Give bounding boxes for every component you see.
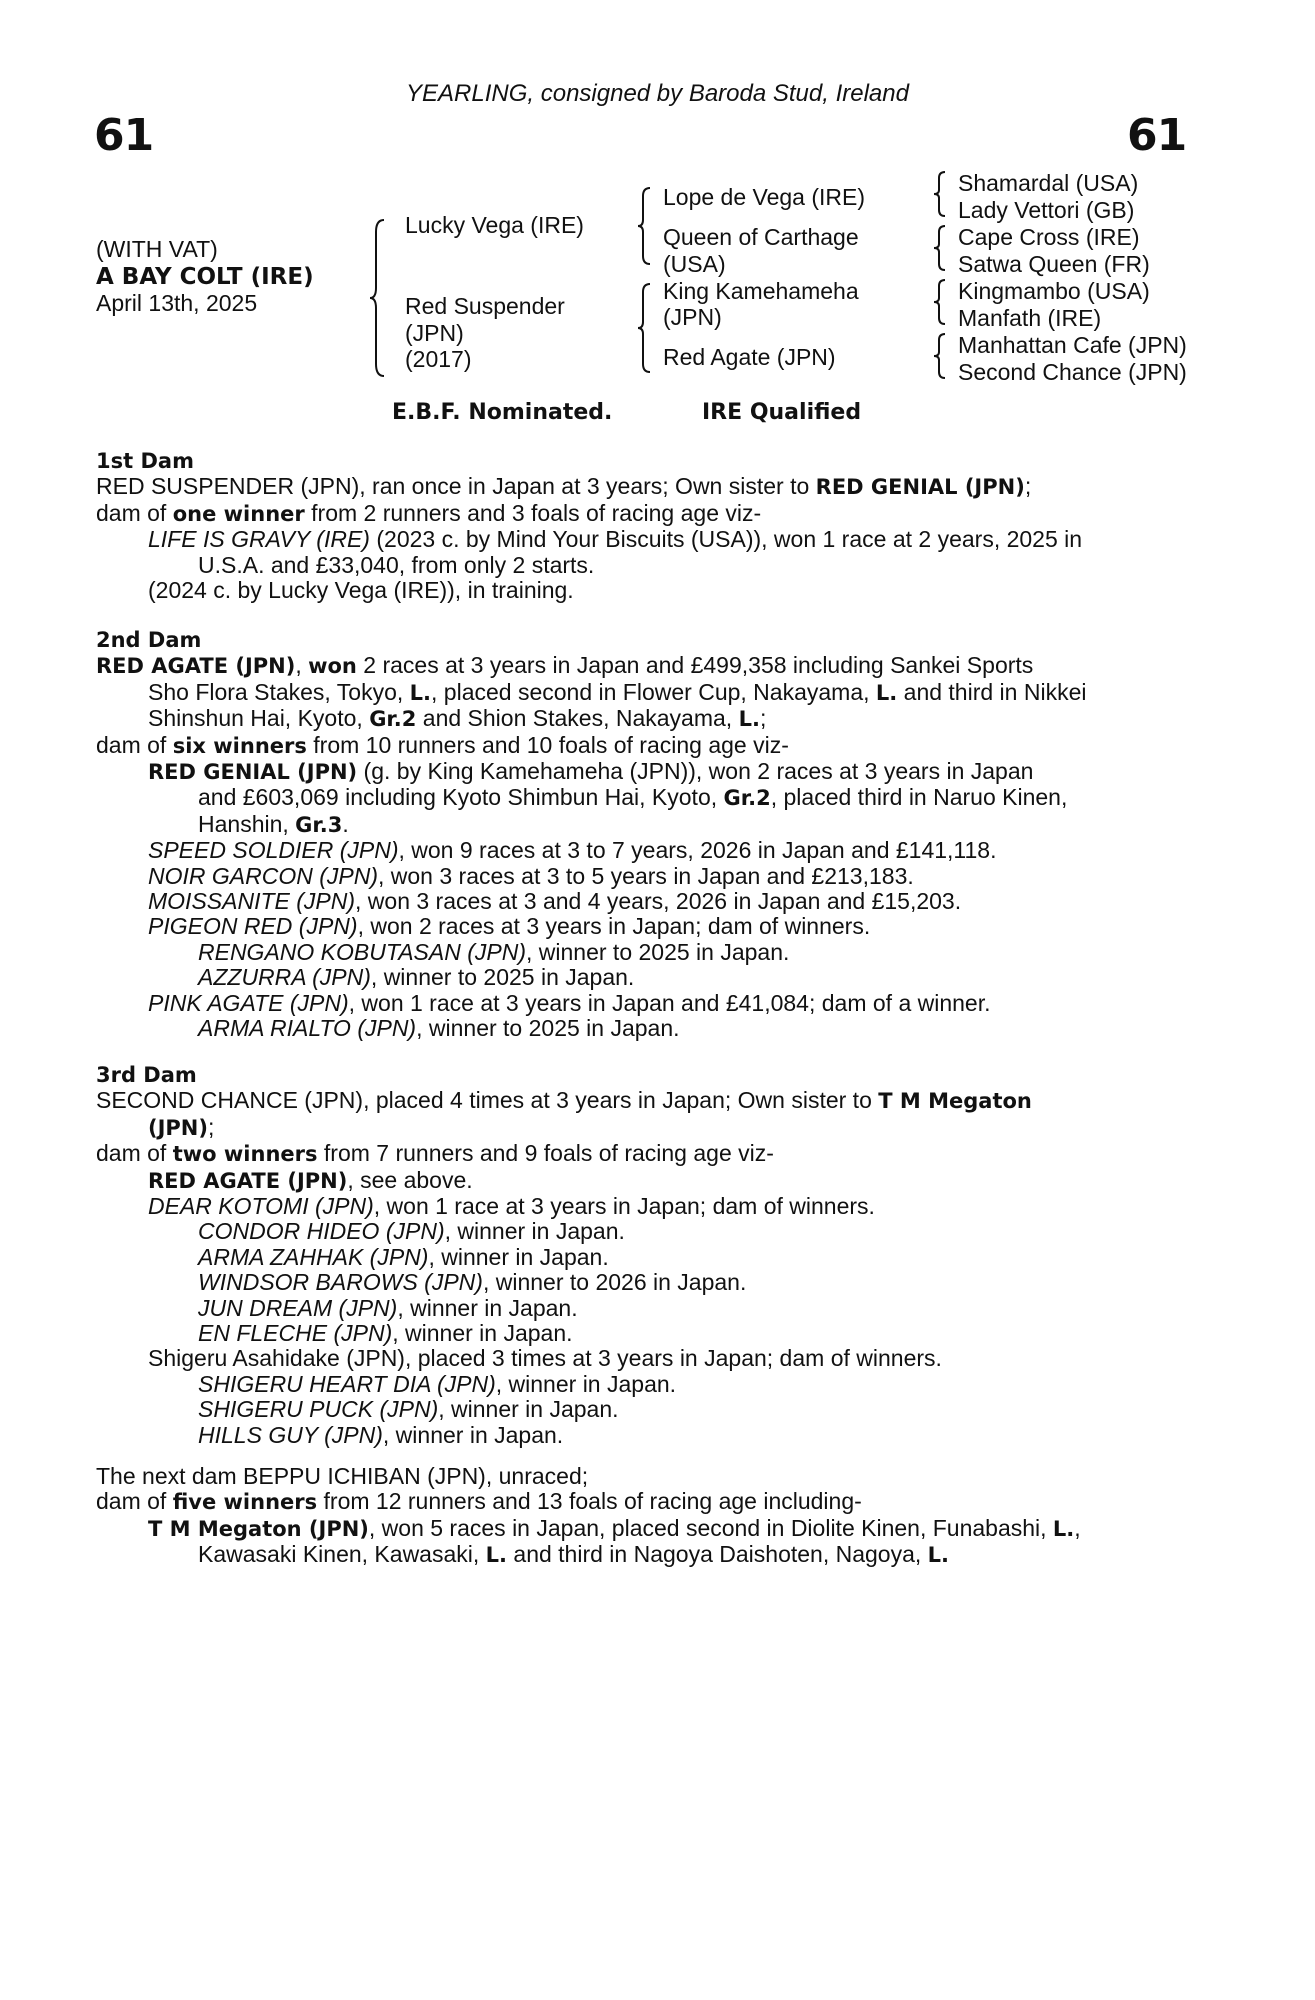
progeny-line: and £603,069 including Kyoto Shimbun Hai, Kyoto, Gr.2, placed third in Naruo Kinen,	[198, 784, 1068, 811]
lot-number-left: 61	[94, 110, 154, 161]
second-dam-line: dam of six winners from 10 runners and 10 foals of racing age viz-	[96, 731, 789, 758]
first-dam-line: dam of one winner from 2 runners and 3 foals of racing age viz-	[96, 499, 762, 526]
horse-name: A BAY COLT (IRE)	[96, 264, 314, 290]
second-dam-line: Shinshun Hai, Kyoto, Gr.2 and Shion Stakes, Nakayama, L.;	[148, 705, 767, 732]
progeny-line: U.S.A. and £33,040, from only 2 starts.	[198, 551, 595, 578]
pedigree-gen3-1: Shamardal (USA)	[958, 170, 1139, 196]
pedigree-sire-sire: Lope de Vega (IRE)	[663, 184, 866, 210]
ire-qualified: IRE Qualified	[702, 400, 862, 425]
second-dam-heading: 2nd Dam	[96, 628, 202, 652]
pedigree-brace-6	[932, 278, 948, 326]
pedigree-dam-sire-line1: King Kamehameha	[663, 278, 859, 304]
second-dam-line: Sho Flora Stakes, Tokyo, L., placed second in Flower Cup, Nakayama, L. and third in Nikkei	[148, 678, 1087, 705]
next-dam-line: dam of five winners from 12 runners and 13 foals of racing age including-	[96, 1488, 862, 1515]
pedigree-gen3-3: Cape Cross (IRE)	[958, 224, 1140, 250]
foaling-date: April 13th, 2025	[96, 290, 258, 316]
progeny-line: JUN DREAM (JPN), winner in Japan.	[198, 1294, 578, 1321]
vat-note: (WITH VAT)	[96, 236, 218, 262]
progeny-line: PINK AGATE (JPN), won 1 race at 3 years in Japan and £41,084; dam of a winner.	[148, 989, 991, 1016]
pedigree-gen3-5: Kingmambo (USA)	[958, 278, 1150, 304]
pedigree-dam-line2: (JPN)	[405, 320, 464, 346]
progeny-line: T M Megaton (JPN), won 5 races in Japan, placed second in Diolite Kinen, Funabashi, L.,	[148, 1514, 1081, 1541]
pedigree-dam-line1: Red Suspender	[405, 293, 565, 319]
pedigree-dam-dam: Red Agate (JPN)	[663, 344, 836, 370]
progeny-line: Kawasaki Kinen, Kawasaki, L. and third in Nagoya Daishoten, Nagoya, L.	[198, 1541, 950, 1568]
progeny-line: RED AGATE (JPN), see above.	[148, 1166, 473, 1193]
progeny-line: CONDOR HIDEO (JPN), winner in Japan.	[198, 1218, 625, 1245]
first-dam-line: RED SUSPENDER (JPN), ran once in Japan at 3 years; Own sister to RED GENIAL (JPN);	[96, 473, 1032, 500]
progeny-line: EN FLECHE (JPN), winner in Japan.	[198, 1320, 573, 1347]
third-dam-line: dam of two winners from 7 runners and 9 foals of racing age viz-	[96, 1140, 774, 1167]
progeny-line: SHIGERU PUCK (JPN), winner in Japan.	[198, 1396, 619, 1423]
progeny-line: PIGEON RED (JPN), won 2 races at 3 years in Japan; dam of winners.	[148, 913, 871, 940]
second-dam-section	[96, 628, 1226, 1042]
progeny-line: HILLS GUY (JPN), winner in Japan.	[198, 1421, 564, 1448]
pedigree-brace-1	[368, 218, 388, 378]
progeny-line: DEAR KOTOMI (JPN), won 1 race at 3 years in Japan; dam of winners.	[148, 1193, 875, 1220]
pedigree-brace-3	[636, 282, 654, 374]
third-dam-line: SECOND CHANCE (JPN), placed 4 times at 3 years in Japan; Own sister to T M Megaton	[96, 1087, 1032, 1114]
progeny-line: ARMA ZAHHAK (JPN), winner in Japan.	[198, 1243, 609, 1270]
progeny-line: NOIR GARCON (JPN), won 3 races at 3 to 5 years in Japan and £213,183.	[148, 862, 914, 889]
pedigree-gen3-4: Satwa Queen (FR)	[958, 251, 1150, 277]
pedigree-sire-dam-line2: (USA)	[663, 251, 726, 277]
pedigree-sire-dam-line1: Queen of Carthage	[663, 224, 859, 250]
pedigree-dam-year: (2017)	[405, 346, 472, 372]
progeny-line: SHIGERU HEART DIA (JPN), winner in Japan.	[198, 1370, 677, 1397]
progeny-line: LIFE IS GRAVY (IRE) (2023 c. by Mind Your Biscuits (USA)), won 1 race at 2 years, 2025 in	[148, 526, 1083, 553]
next-dam-section	[96, 1464, 1226, 1569]
third-dam-line: (JPN);	[148, 1113, 215, 1140]
first-dam-heading: 1st Dam	[96, 449, 194, 473]
pedigree-gen3-2: Lady Vettori (GB)	[958, 197, 1135, 223]
ebf-nominated: E.B.F. Nominated.	[392, 400, 613, 425]
progeny-line: Shigeru Asahidake (JPN), placed 3 times at 3 years in Japan; dam of winners.	[148, 1345, 942, 1372]
progeny-line: AZZURRA (JPN), winner to 2025 in Japan.	[198, 964, 635, 991]
pedigree-sire: Lucky Vega (IRE)	[405, 212, 584, 238]
pedigree-brace-5	[932, 224, 948, 272]
progeny-line: RENGANO KOBUTASAN (JPN), winner to 2025 in Japan.	[198, 938, 790, 965]
lot-number-right: 61	[1127, 110, 1187, 161]
pedigree-gen3-6: Manfath (IRE)	[958, 305, 1102, 331]
progeny-line: Hanshin, Gr.3.	[198, 810, 349, 837]
progeny-line: RED GENIAL (JPN) (g. by King Kamehameha (JPN)), won 2 races at 3 years in Japan	[148, 758, 1034, 785]
pedigree-brace-4	[932, 170, 948, 218]
pedigree-brace-2	[636, 186, 654, 266]
progeny-line: ARMA RIALTO (JPN), winner to 2025 in Japan.	[198, 1015, 680, 1042]
second-dam-line: RED AGATE (JPN), won 2 races at 3 years in Japan and £499,358 including Sankei Sports	[96, 652, 1034, 679]
third-dam-heading: 3rd Dam	[96, 1063, 197, 1087]
progeny-line: WINDSOR BAROWS (JPN), winner to 2026 in Japan.	[198, 1269, 747, 1296]
pedigree-gen3-8: Second Chance (JPN)	[958, 359, 1187, 385]
pedigree-brace-7	[932, 332, 948, 380]
pedigree-dam-sire-line2: (JPN)	[663, 304, 722, 330]
third-dam-section	[96, 1063, 1226, 1448]
next-dam-line: The next dam BEPPU ICHIBAN (JPN), unraced;	[96, 1463, 589, 1489]
page-subtitle: YEARLING, consigned by Baroda Stud, Ireland	[406, 80, 909, 107]
first-dam-section	[96, 449, 1226, 603]
progeny-line: MOISSANITE (JPN), won 3 races at 3 and 4 years, 2026 in Japan and £15,203.	[148, 888, 962, 915]
progeny-line: SPEED SOLDIER (JPN), won 9 races at 3 to 7 years, 2026 in Japan and £141,118.	[148, 837, 997, 864]
progeny-line: (2024 c. by Lucky Vega (IRE)), in training.	[148, 577, 574, 604]
pedigree-gen3-7: Manhattan Cafe (JPN)	[958, 332, 1187, 358]
